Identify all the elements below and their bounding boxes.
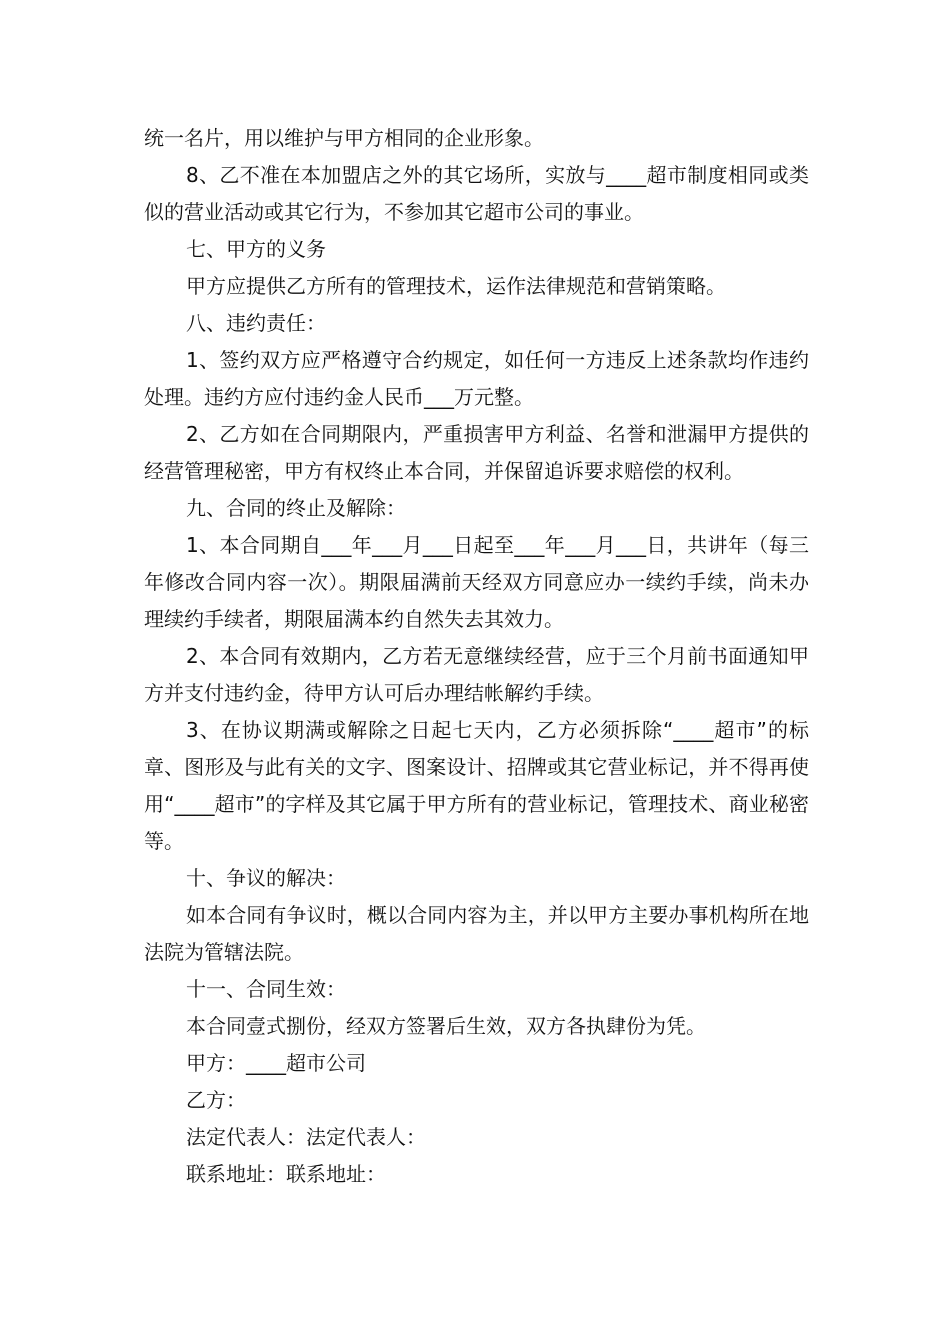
signature-party-b: 乙方： [186, 1088, 246, 1112]
heading-section-11: 十一、合同生效： [186, 977, 346, 1001]
heading-section-10: 十、争议的解决： [186, 866, 346, 890]
paragraph-section-9-clause-1: 1、本合同期自___年___月___日起至___年___月___日，共讲年（每三年修改合同内容一次）。期限届满前天经双方同意应办一续约手续，尚未办理续约手续者，期限届满本约自然失去其效力。 [144, 533, 809, 631]
heading-section-9: 九、合同的终止及解除： [186, 496, 406, 520]
signature-legal-representatives: 法定代表人：法定代表人： [186, 1125, 426, 1149]
paragraph-clause-8: 8、乙不准在本加盟店之外的其它场所，实放与____超市制度相同或类似的营业活动或其它行为，不参加其它超市公司的事业。 [144, 163, 809, 224]
paragraph-section-9-clause-2: 2、本合同有效期内，乙方若无意继续经营，应于三个月前书面通知甲方并支付违约金，待甲方认可后办理结帐解约手续。 [144, 644, 809, 705]
paragraph-section-11-body: 本合同壹式捌份，经双方签署后生效，双方各执肆份为凭。 [186, 1014, 706, 1038]
paragraph-section-10-body: 如本合同有争议时，概以合同内容为主，并以甲方主要办事机构所在地法院为管辖法院。 [144, 903, 809, 964]
signature-contact-addresses: 联系地址：联系地址： [186, 1162, 386, 1186]
paragraph-section-8-clause-2: 2、乙方如在合同期限内，严重损害甲方利益、名誉和泄漏甲方提供的经营管理秘密，甲方有权终止本合同，并保留追诉要求赔偿的权利。 [144, 422, 809, 483]
paragraph-section-8-clause-1: 1、签约双方应严格遵守合约规定，如任何一方违反上述条款均作违约处理。违约方应付违约金人民币___万元整。 [144, 348, 809, 409]
paragraph-section-7-body: 甲方应提供乙方所有的管理技术，运作法律规范和营销策略。 [186, 274, 726, 298]
heading-section-8: 八、违约责任： [186, 311, 326, 335]
document-body [144, 120, 809, 1193]
signature-party-a: 甲方：____超市公司 [186, 1051, 366, 1075]
paragraph-continued-card: 统一名片，用以维护与甲方相同的企业形象。 [144, 126, 544, 150]
heading-section-7: 七、甲方的义务 [186, 237, 326, 261]
paragraph-section-9-clause-3: 3、在协议期满或解除之日起七天内，乙方必须拆除“____超市”的标章、图形及与此有关的文字、图案设计、招牌或其它营业标记，并不得再使用“____超市”的字样及其它属于甲方所有的营业标记，管理技术、商业秘密等。 [144, 718, 809, 853]
